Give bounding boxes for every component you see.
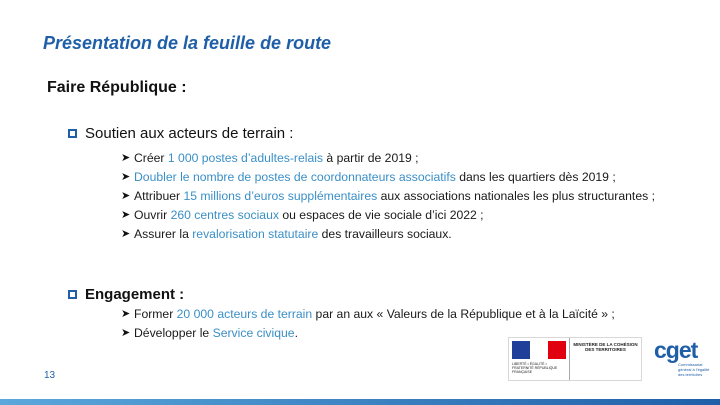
arrow-bullet-icon: ➤ — [121, 171, 131, 183]
arrow-bullet-icon: ➤ — [121, 209, 131, 221]
cget-logo — [654, 338, 712, 386]
plain-text: à partir de 2019 ; — [323, 151, 419, 165]
plain-text: aux associations nationales les plus structurantes ; — [377, 189, 655, 203]
arrow-bullet-icon: ➤ — [121, 190, 131, 202]
section1-heading-text: Soutien aux acteurs de terrain : — [85, 125, 294, 142]
arrow-bullet-icon: ➤ — [121, 327, 131, 339]
plain-text: ou espaces de vie sociale d’ici 2022 ; — [278, 208, 484, 222]
list-item — [121, 187, 687, 206]
section2-heading — [68, 286, 184, 303]
checkbox-bullet-icon — [68, 290, 77, 299]
list-item — [121, 225, 687, 244]
section1-list — [121, 149, 687, 244]
checkbox-bullet-icon — [68, 129, 77, 138]
section-subtitle: Faire République : — [47, 79, 187, 96]
highlighted-text: Doubler le nombre de postes de coordonnateurs associatifs — [134, 170, 456, 184]
flag-icon — [512, 341, 566, 359]
footer-bar — [0, 399, 720, 405]
section1-heading — [68, 125, 293, 142]
arrow-bullet-icon: ➤ — [121, 152, 131, 164]
list-item — [121, 168, 687, 187]
list-item — [121, 305, 687, 324]
highlighted-text: Service civique — [212, 326, 295, 340]
list-item-text — [134, 168, 687, 187]
ministry-name: MINISTÈRE DE LA COHÉSION DES TERRITOIRES — [569, 338, 641, 380]
highlighted-text: 1 000 postes d’adultes-relais — [167, 151, 324, 165]
plain-text: des travailleurs sociaux. — [318, 227, 452, 241]
list-item-text — [134, 187, 687, 206]
highlighted-text: 260 centres sociaux — [170, 208, 279, 222]
plain-text: Créer — [134, 151, 168, 165]
arrow-bullet-icon: ➤ — [121, 308, 131, 320]
cget-wordmark: cget — [654, 337, 698, 363]
page-title: Présentation de la feuille de route — [43, 33, 332, 53]
plain-text: Développer le — [134, 326, 213, 340]
plain-text: Attribuer — [134, 189, 184, 203]
cget-tagline: Commissariat général à l’égalité des territoires — [678, 362, 710, 377]
plain-text: dans les quartiers dès 2019 ; — [455, 170, 616, 184]
list-item-text — [134, 305, 687, 324]
ministry-logo — [508, 337, 642, 381]
list-item — [121, 149, 687, 168]
plain-text: Ouvrir — [134, 208, 171, 222]
list-item-text — [134, 206, 687, 225]
plain-text: . — [294, 326, 298, 340]
section2-heading-text: Engagement : — [85, 286, 185, 303]
arrow-bullet-icon: ➤ — [121, 228, 131, 240]
highlighted-text: revalorisation statutaire — [192, 227, 319, 241]
plain-text: Former — [134, 307, 177, 321]
plain-text: par an aux « Valeurs de la République et à la Laïcité » ; — [312, 307, 615, 321]
highlighted-text: 20 000 acteurs de terrain — [176, 307, 313, 321]
plain-text: Assurer la — [134, 227, 193, 241]
republique-francaise-text: LIBERTÉ • ÉGALITÉ • FRATERNITÉ RÉPUBLIQUE FRANÇAISE — [512, 362, 558, 374]
list-item-text — [134, 149, 687, 168]
page-number: 13 — [44, 370, 56, 381]
highlighted-text: 15 millions d’euros supplémentaires — [183, 189, 378, 203]
list-item-text — [134, 225, 687, 244]
list-item — [121, 206, 687, 225]
